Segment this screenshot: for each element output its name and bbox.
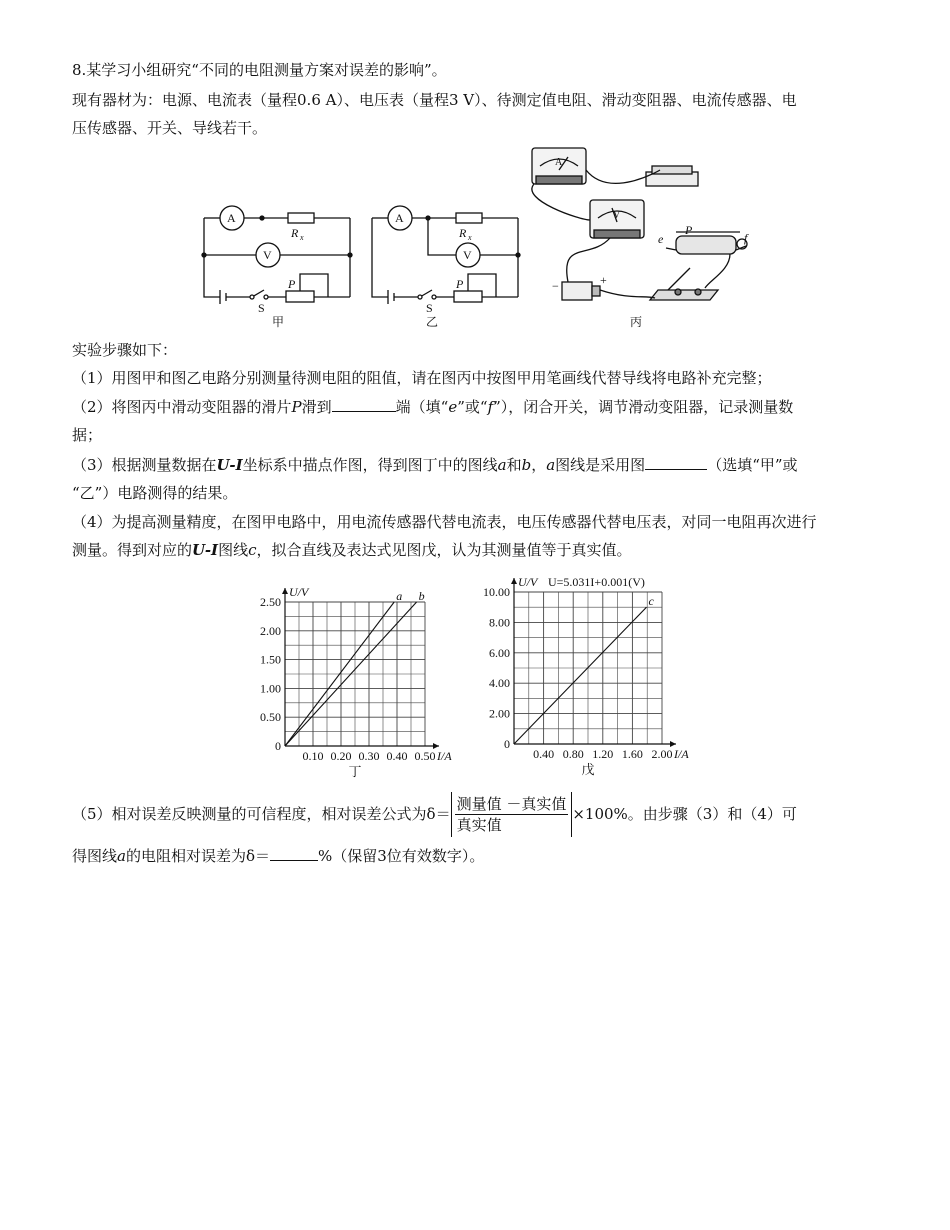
- step-5-line-2: [72, 846, 484, 866]
- y-axis-arrow: [282, 588, 288, 594]
- step-3-text-a: （3）根据测量数据在: [72, 456, 217, 474]
- chart-annotation: U=5.031I+0.001(V): [548, 575, 645, 589]
- battery-minus-label: −: [552, 279, 559, 293]
- step-3-b-var: b: [521, 456, 532, 474]
- battery-plus-label: +: [600, 273, 607, 287]
- ammeter-label-jia: A: [227, 211, 236, 225]
- step-2-text-d: ”或“: [457, 398, 488, 416]
- formula-numerator: 测量值 －真实值: [456, 794, 567, 813]
- x-tick-label: 0.30: [358, 749, 380, 763]
- resistor-sub-jia: x: [300, 233, 304, 242]
- step-3-ui-var: U-I: [216, 456, 243, 474]
- x-tick-label: 0.20: [330, 749, 352, 763]
- y-tick-label: 0.50: [260, 710, 281, 725]
- step-2-text-a: （2）将图丙中滑动变阻器的滑片: [72, 398, 292, 416]
- y-tick-label: 2.00: [260, 623, 281, 638]
- y-tick-label: 6.00: [489, 645, 510, 660]
- switch-label-yi: S: [426, 301, 433, 315]
- y-tick-label: 1.00: [260, 681, 281, 696]
- y-tick-label: 8.00: [489, 615, 510, 630]
- step-4-ui-var: U-I: [192, 541, 219, 559]
- step-5-text-b: ×100%。由步骤（3）和（4）可: [572, 805, 797, 823]
- step-3-text-e: 图线是采用图: [555, 456, 646, 474]
- step-3-text-c: 和: [506, 456, 522, 474]
- figure-label-bing: 丙: [630, 315, 643, 329]
- step-2-text-b: 滑到: [301, 398, 332, 416]
- x-tick-label: 0.10: [302, 749, 324, 763]
- step-3-line-1: [72, 455, 798, 475]
- step-2-text-g: ”），闭合开关，调节滑动变阻器，记录测量数: [493, 398, 794, 416]
- step-5-a-var: a: [117, 847, 126, 865]
- voltmeter-label-jia: V: [263, 248, 272, 262]
- step-5-answer-blank[interactable]: [270, 846, 318, 861]
- x-axis-label: I/A: [674, 747, 689, 761]
- step-1: （1）用图甲和图乙电路分别测量待测电阻的阻值，请在图丙中按图甲用笔画线代替导线将电路补充完整；: [72, 369, 772, 387]
- step-3-line-2: “乙”）电路测得的结果。: [72, 484, 238, 502]
- y-tick-label: 1.50: [260, 652, 281, 667]
- end-f-label: f: [744, 231, 748, 245]
- step-4-text-c: 图线: [218, 541, 249, 559]
- materials-line-2: 压传感器、开关、导线若干。: [72, 119, 268, 137]
- step-5-text-d: 的电阻相对误差为δ＝: [125, 847, 271, 865]
- figure-label-jia: 甲: [272, 315, 285, 329]
- x-tick-label: 2.00: [651, 747, 673, 761]
- y-tick-label: 10.00: [483, 585, 510, 599]
- step-5-text-c: 得图线: [72, 847, 118, 865]
- y-axis-label: U/V: [289, 585, 309, 599]
- x-tick-label: 0.40: [386, 749, 408, 763]
- step-2-text-c: 端（填“: [395, 398, 449, 416]
- step-4-text-b: 测量。得到对应的: [72, 541, 193, 559]
- resistor-sub-yi: x: [468, 233, 472, 242]
- slider-label-yi: P: [456, 277, 464, 291]
- series-line-c: [514, 607, 646, 744]
- step-4-c-var: c: [248, 541, 257, 559]
- y-tick-label: 4.00: [489, 676, 510, 691]
- y-tick-label: 2.50: [260, 595, 281, 609]
- x-tick-label: 1.20: [592, 747, 614, 761]
- x-tick-label: 0.80: [562, 747, 584, 761]
- step-4-line-1: （4）为提高测量精度，在图甲电路中，用电流传感器代替电流表，电压传感器代替电压表，对同一电阻再次进行: [72, 513, 817, 531]
- y-axis-label: U/V: [518, 575, 538, 589]
- resistor-label-yi: R: [459, 226, 467, 240]
- relative-error-formula: [451, 792, 573, 837]
- circuit-bing: [532, 148, 747, 300]
- series-label-a: a: [396, 589, 403, 603]
- step-2-answer-blank[interactable]: [332, 397, 396, 412]
- ammeter-label-yi: A: [395, 211, 404, 225]
- resistor-label-jia: R: [291, 226, 299, 240]
- chart-caption: 戊: [581, 762, 595, 777]
- switch-label-jia: S: [258, 301, 265, 315]
- origin-label: 0: [504, 737, 510, 751]
- step-3-a-var-2: a: [546, 456, 556, 474]
- step-5-text-a: （5）相对误差反映测量的可信程度，相对误差公式为δ＝: [72, 805, 451, 823]
- circuit-figure: [190, 140, 770, 335]
- x-tick-label: 1.60: [621, 747, 643, 761]
- step-2-line-2: 据；: [72, 426, 103, 444]
- y-tick-label: 2.00: [489, 706, 510, 721]
- chart-wu: [468, 566, 708, 782]
- series-label-c: c: [648, 594, 654, 609]
- step-3-text-b: 坐标系中描点作图，得到图丁中的图线: [242, 456, 498, 474]
- step-3-text-d: ，: [531, 456, 547, 474]
- ammeter-label-bing: A: [555, 157, 563, 168]
- slider-label-jia: P: [288, 277, 296, 291]
- problem-title: 8.某学习小组研究“不同的电阻测量方案对误差的影响”。: [72, 61, 447, 79]
- step-2-e-var: e: [448, 398, 458, 416]
- voltmeter-label-yi: V: [463, 248, 472, 262]
- voltmeter-label-bing: V: [613, 210, 621, 221]
- x-axis-label: I/A: [437, 749, 452, 763]
- step-2-line-1: [72, 397, 793, 417]
- step-5-line-1: [72, 790, 797, 838]
- chart-caption: 丁: [348, 764, 362, 779]
- chart-ding: [240, 576, 470, 782]
- step-3-a-var: a: [497, 456, 507, 474]
- y-axis-arrow: [511, 578, 517, 584]
- end-e-label: e: [658, 232, 664, 246]
- formula-denominator: 真实值: [456, 815, 502, 834]
- step-2-p-var: P: [291, 398, 302, 416]
- x-tick-label: 0.40: [533, 747, 555, 761]
- slider-label-bing: P: [685, 223, 693, 237]
- step-4-line-2: [72, 540, 632, 560]
- x-tick-label: 0.50: [414, 749, 436, 763]
- step-5-text-e: %（保留3位有效数字）。: [318, 847, 485, 865]
- series-label-b: b: [418, 589, 425, 603]
- step-3-answer-blank[interactable]: [645, 455, 707, 470]
- step-3-text-f: （选填“甲”或: [707, 456, 798, 474]
- circuit-jia: [202, 206, 352, 304]
- origin-label: 0: [275, 739, 281, 753]
- steps-intro: 实验步骤如下：: [72, 341, 178, 359]
- step-4-text-d: ，拟合直线及表达式见图戊，认为其测量值等于真实值。: [256, 541, 632, 559]
- figure-label-yi: 乙: [426, 315, 439, 329]
- step-2-f-var: f: [487, 398, 494, 416]
- materials-line-1: 现有器材为：电源、电流表（量程0.6 A）、电压表（量程3 V）、待测定值电阻、滑动变阻器、电流传感器、电: [72, 91, 797, 109]
